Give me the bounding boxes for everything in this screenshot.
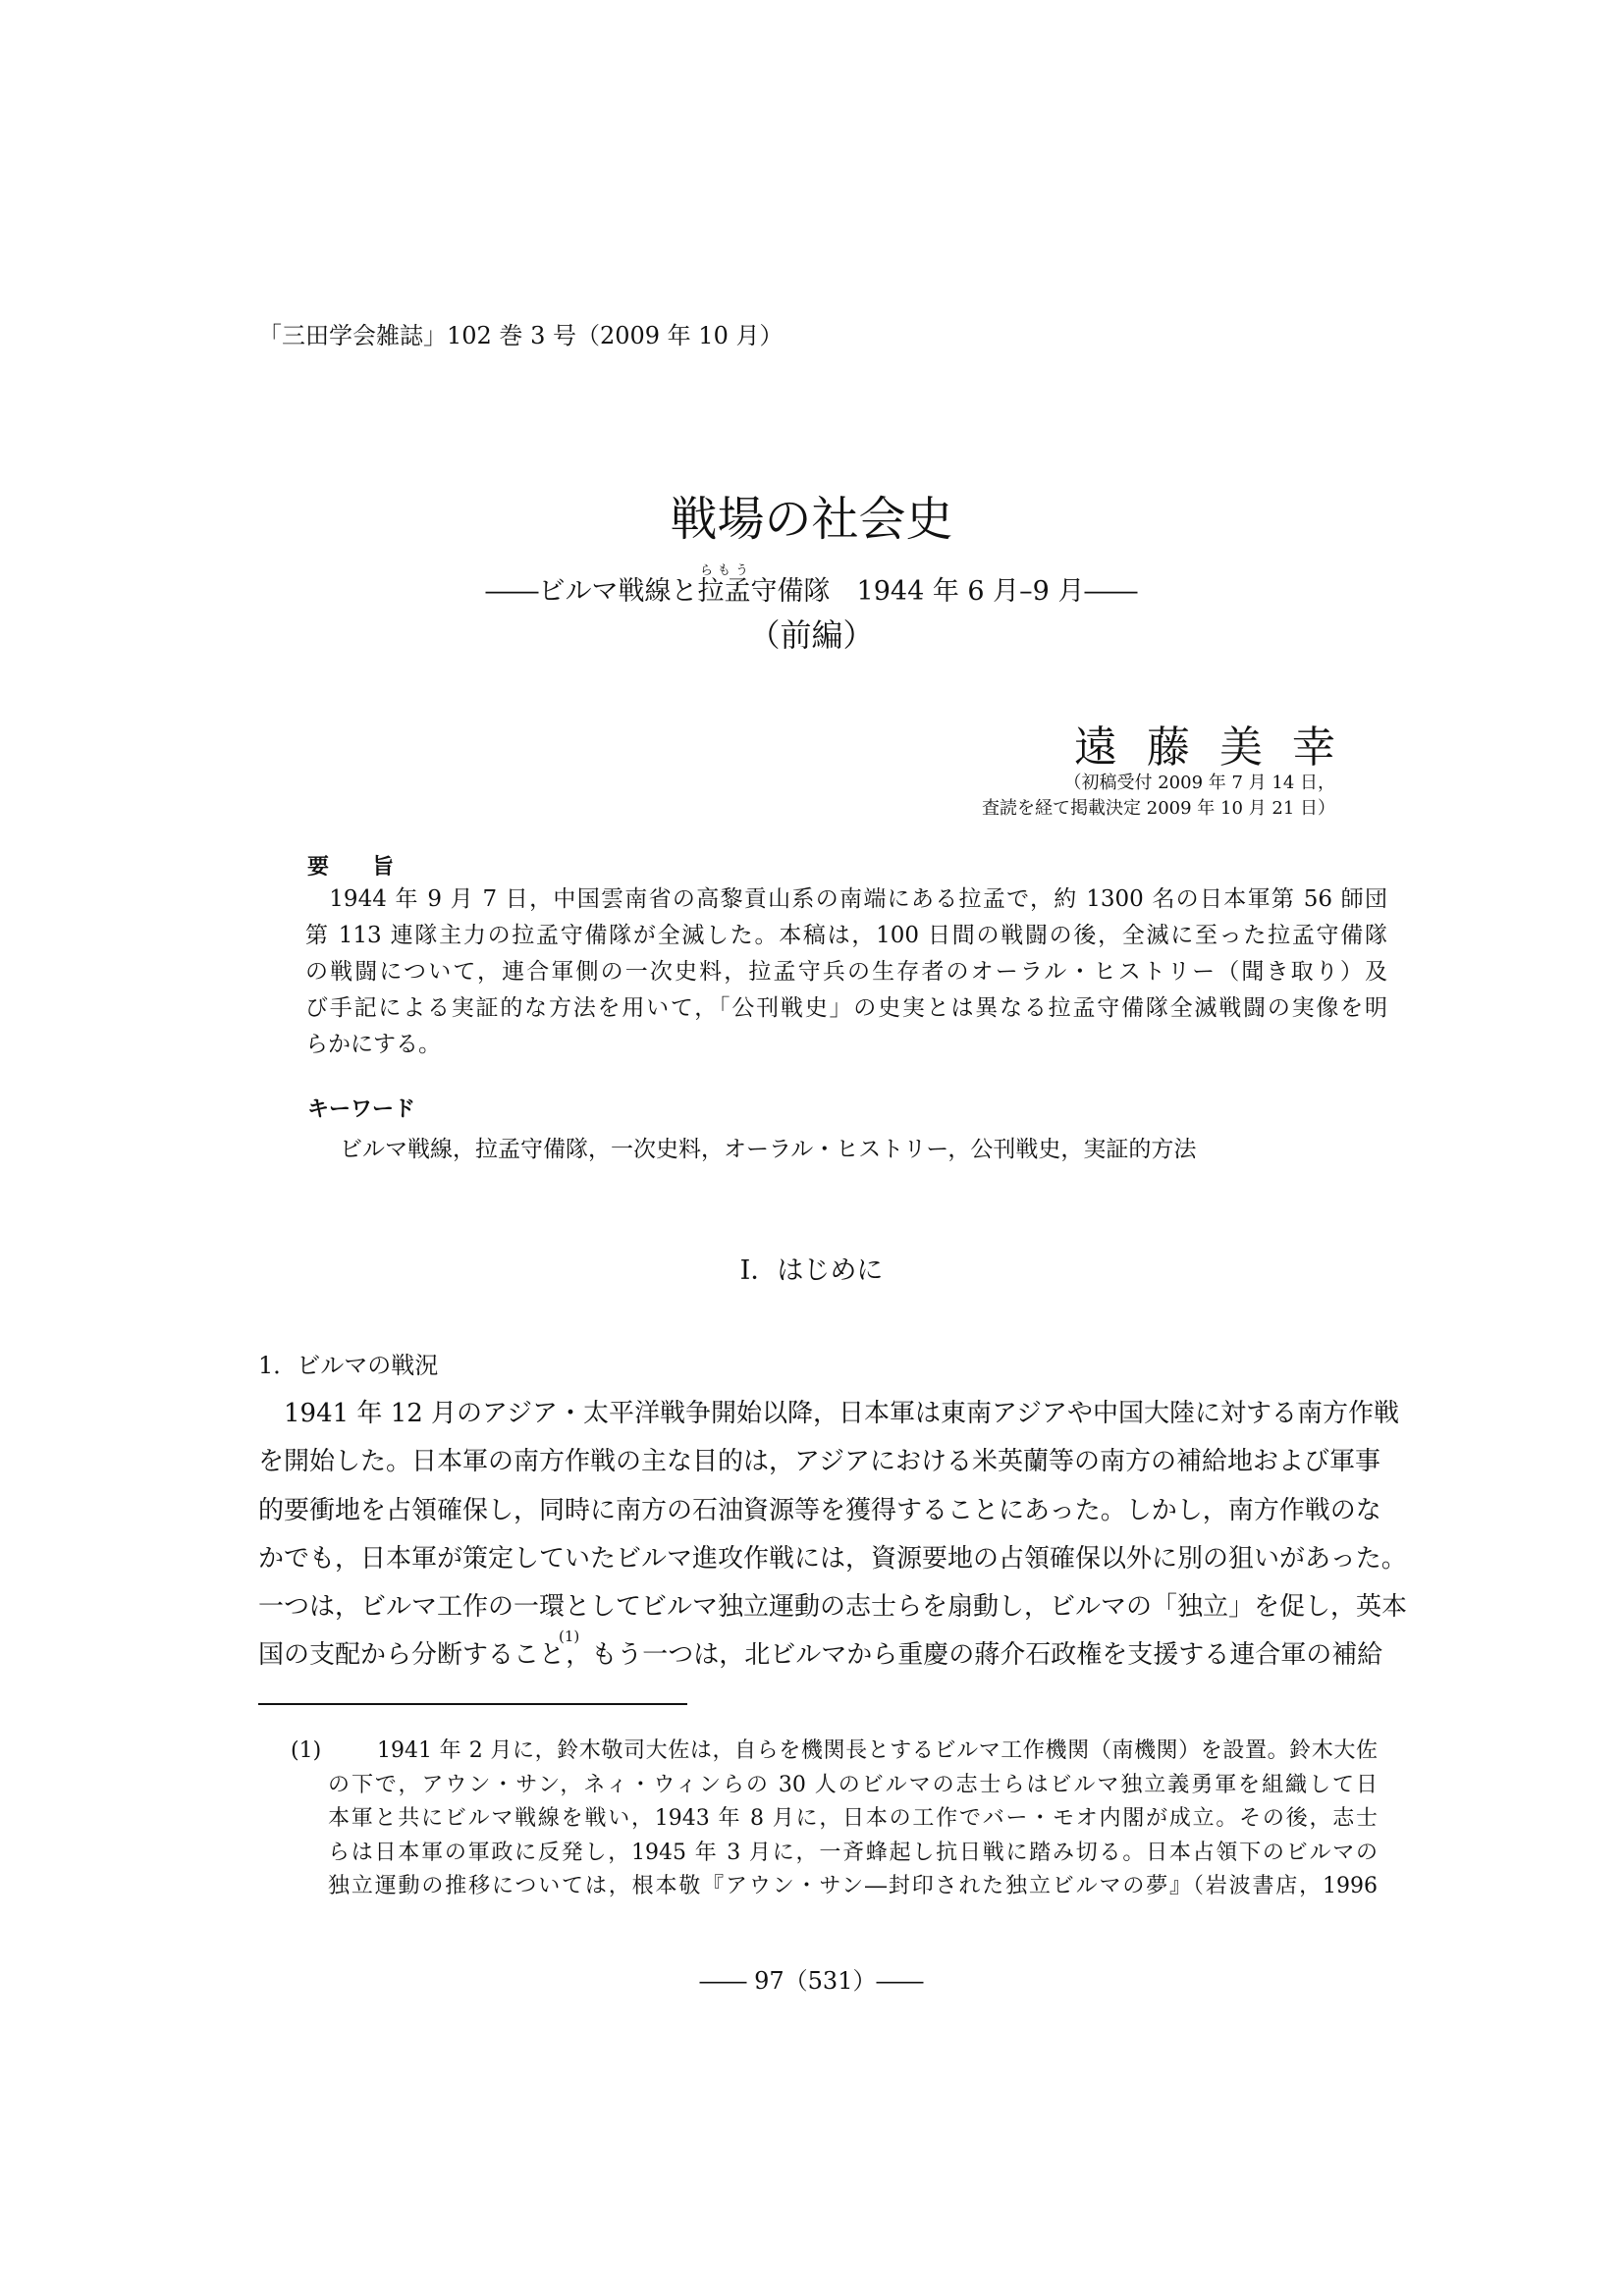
footnote <box>291 1735 1378 1904</box>
abstract-heading: 要旨 <box>307 854 438 880</box>
journal-citation: 「三田学会雑誌」102 巻 3 号（2009 年 10 月） <box>258 322 784 349</box>
accepted-date: 査読を経て掲載決定 2009 年 10 月 21 日） <box>982 798 1335 819</box>
footnote-line: らは日本軍の軍政に反発し，1945 年 3 月に，一斉蜂起し抗日戦に踏み切る。日本占領下のビルマの <box>328 1840 1378 1865</box>
body-line: 1941 年 12 月のアジア・太平洋戦争開始以降，日本軍は東南アジアや中国大陸に対する南方作戦 <box>258 1399 1399 1428</box>
body-text-span: 国の支配から分断すること <box>258 1640 566 1671</box>
footnote-line: の下で，アウン・サン，ネィ・ウィンらの 30 人のビルマの志士らはビルマ独立義勇軍を組織して日 <box>328 1772 1378 1797</box>
article-subtitle <box>0 563 1623 608</box>
article-title: 戦場の社会史 <box>670 492 953 547</box>
author-name: 遠藤美幸 <box>1074 722 1365 773</box>
subtitle-pre: ――ビルマ戦線と <box>485 576 698 607</box>
footnote-divider <box>258 1703 687 1705</box>
abstract-body <box>305 881 1387 1063</box>
section-heading: I．はじめに <box>739 1255 884 1286</box>
keywords-heading: キーワード <box>307 1096 416 1122</box>
article-part: （前編） <box>748 616 875 654</box>
body-text-span: ，もう一つは，北ビルマから重慶の蔣介石政権を支援する連合軍の補給 <box>566 1640 1383 1671</box>
body-line: 一つは，ビルマ工作の一環としてビルマ独立運動の志士らを扇動し，ビルマの「独立」を促し，英本 <box>258 1592 1408 1623</box>
subtitle-ruby <box>697 563 751 607</box>
abstract-line: 1944 年 9 月 7 日，中国雲南省の高黎貢山系の南端にある拉孟で，約 1300 名の日本軍第 56 師団 <box>305 886 1387 912</box>
footnote-reference[interactable]: (1) <box>559 1628 580 1646</box>
body-line: 的要衝地を占領確保し，同時に南方の石油資源等を獲得することにあった。しかし，南方作戦のな <box>258 1495 1381 1525</box>
ruby-base: 拉孟 <box>697 576 751 607</box>
ruby-text: らもう <box>697 563 751 578</box>
subtitle-post: 守備隊 1944 年 6 月–9 月―― <box>750 576 1138 607</box>
received-date: （初稿受付 2009 年 7 月 14 日， <box>1063 773 1335 793</box>
abstract-line: の戦闘について，連合軍側の一次史料，拉孟守兵の生存者のオーラル・ヒストリー（聞き取り）及 <box>305 959 1387 985</box>
footnote-number: (1) <box>291 1738 322 1763</box>
abstract-line: らかにする。 <box>305 1032 441 1057</box>
page-number: ―― 97（531）―― <box>699 1967 924 1995</box>
body-text <box>258 1390 1408 1681</box>
footnote-line <box>291 1735 1378 1769</box>
body-line <box>258 1628 1383 1680</box>
abstract-line: び手記による実証的な方法を用いて，「公刊戦史」の史実とは異なる拉孟守備隊全滅戦闘の実像を明 <box>305 995 1387 1021</box>
abstract-line: 第 113 連隊主力の拉孟守備隊が全滅した。本稿は，100 日間の戦闘の後，全滅に至った拉孟守備隊 <box>305 923 1387 948</box>
keywords-list: ビルマ戦線，拉孟守備隊，一次史料，オーラル・ヒストリー，公刊戦史，実証的方法 <box>340 1137 1197 1162</box>
body-line: かでも，日本軍が策定していたビルマ進攻作戦には，資源要地の占領確保以外に別の狙いがあった。 <box>258 1543 1407 1574</box>
subsection-heading: 1．ビルマの戦況 <box>258 1352 439 1379</box>
footnote-line: 本軍と共にビルマ戦線を戦い，1943 年 8 月に，日本の工作でバー・モオ内閣が成立。その後，志士 <box>328 1806 1378 1832</box>
footnote-text: 1941 年 2 月に，鈴木敬司大佐は，自らを機関長とするビルマ工作機関（南機関）を設置。鈴木大佐 <box>377 1738 1378 1763</box>
body-line: を開始した。日本軍の南方作戦の主な目的は，アジアにおける米英蘭等の南方の補給地および軍事 <box>258 1447 1380 1477</box>
footnote-line: 独立運動の推移については，根本敬『アウン・サン―封印された独立ビルマの夢』（岩波書店，1996 <box>328 1874 1378 1899</box>
